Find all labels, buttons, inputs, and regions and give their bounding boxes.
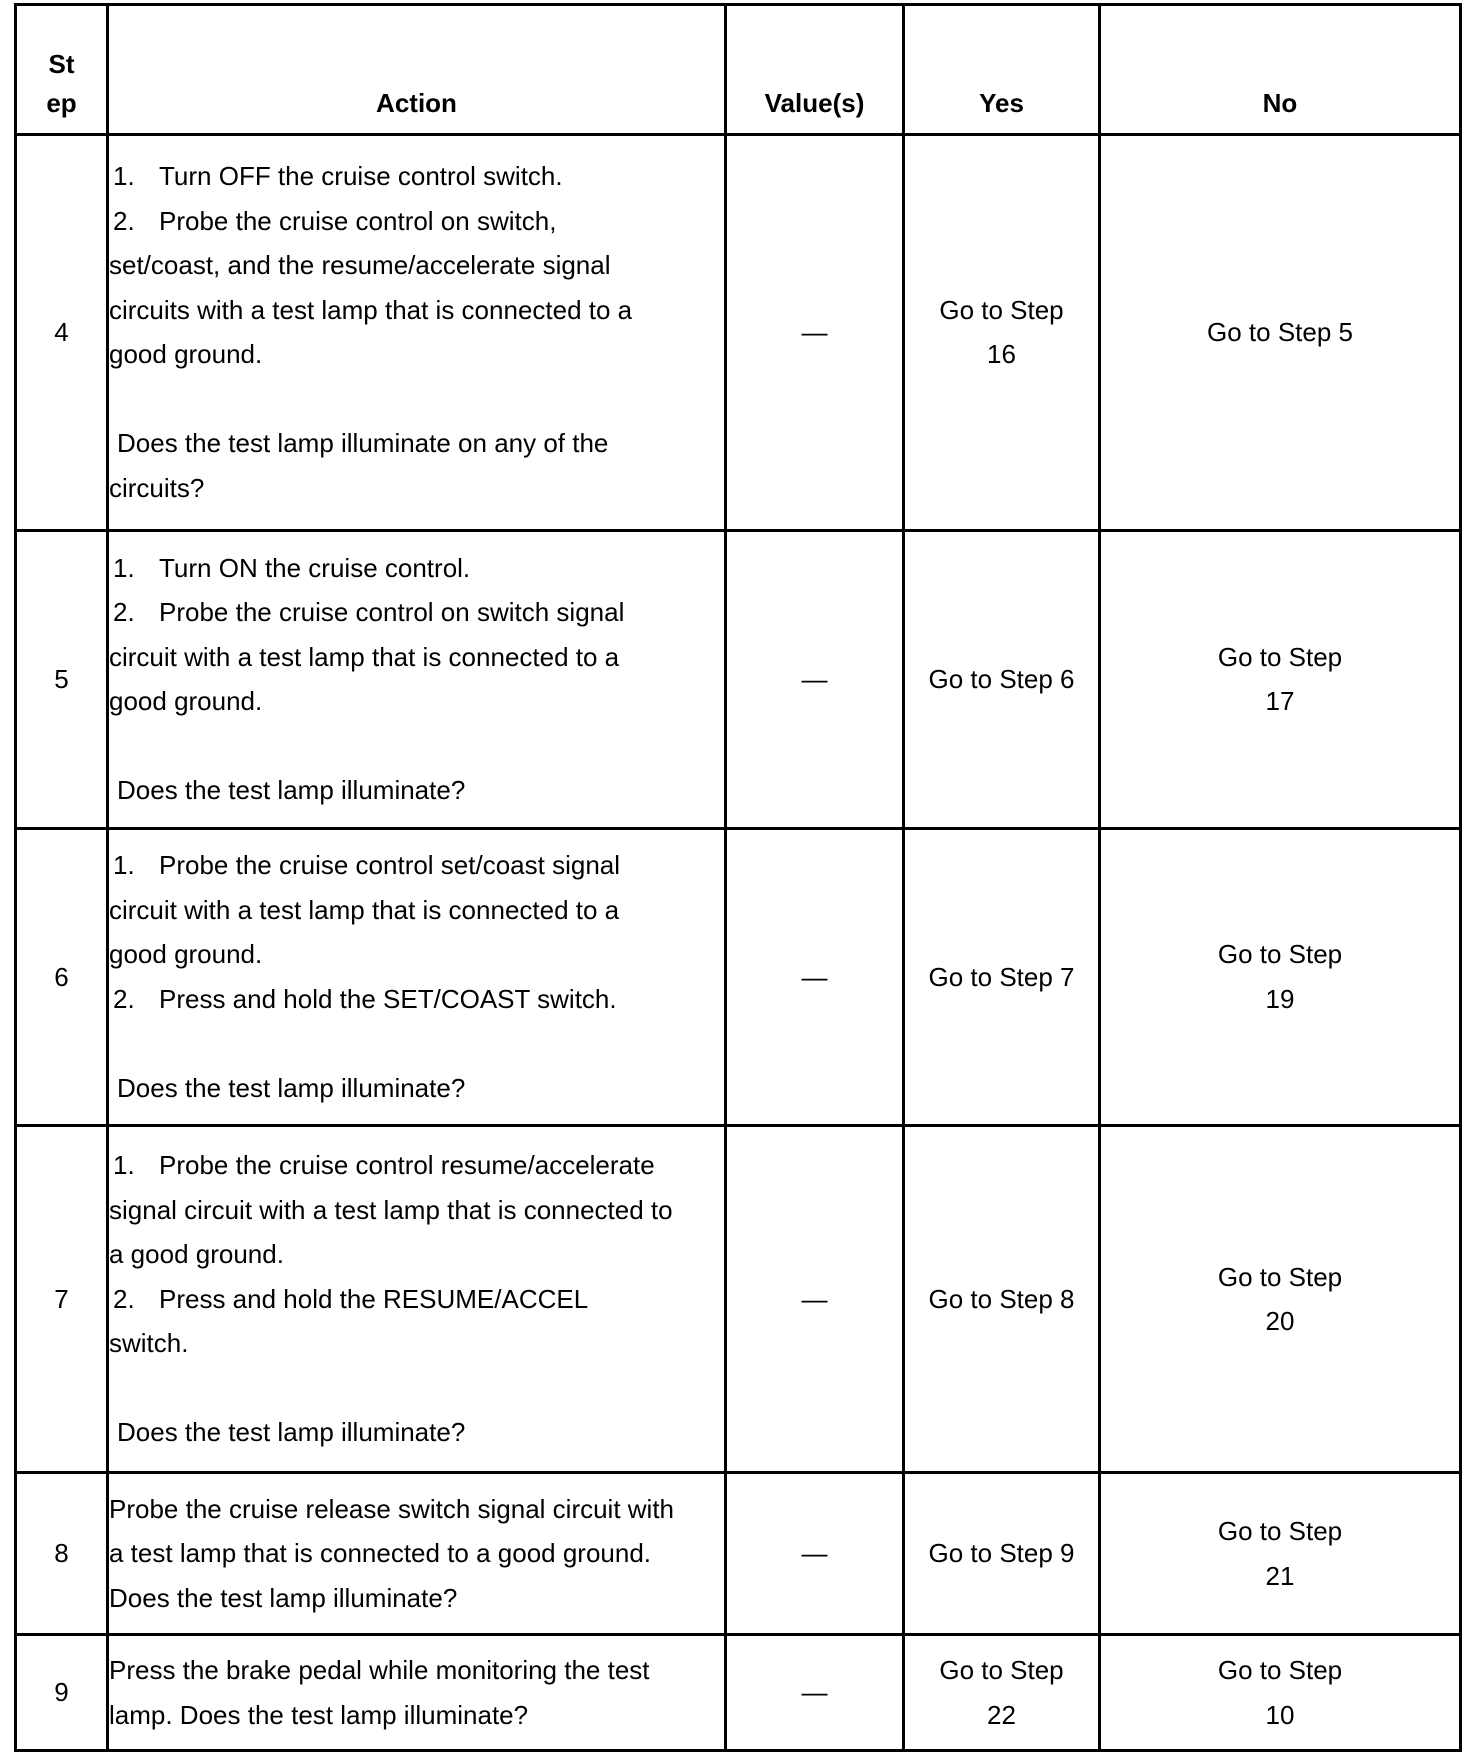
- header-values: Value(s): [726, 5, 904, 135]
- table-row: [16, 828, 1461, 1126]
- yes-cell: Go to Step 6: [904, 530, 1100, 828]
- step-number: 5: [16, 530, 108, 828]
- list-marker: 2.: [113, 1283, 135, 1314]
- action-cell: Probe the cruise release switch signal circuit with a test lamp that is connected to a good ground. Does the test lamp illuminate?: [108, 1473, 726, 1635]
- list-marker: 1.: [113, 161, 135, 192]
- list-marker: 1.: [113, 552, 135, 583]
- table-row: [16, 135, 1461, 531]
- step-number: 8: [16, 1473, 108, 1635]
- table-row: [16, 1126, 1461, 1473]
- no-cell: Go to Step 5: [1100, 135, 1461, 531]
- step-number: 4: [16, 135, 108, 531]
- table-row: [16, 1473, 1461, 1635]
- table-row: [16, 1635, 1461, 1751]
- list-marker: 1.: [113, 1150, 135, 1181]
- action-cell: 1. Turn OFF the cruise control switch. 2. Probe the cruise control on switch, set/coast, and the resume/accelerate signal circuits with a test lamp that is connected to a good ground. Does the test lamp illuminate on any of the circuits?: [108, 135, 726, 531]
- table-row: [16, 530, 1461, 828]
- value-cell: —: [726, 828, 904, 1126]
- yes-cell: Go to Step 9: [904, 1473, 1100, 1635]
- header-no: No: [1100, 5, 1461, 135]
- action-cell: Press the brake pedal while monitoring the test lamp. Does the test lamp illuminate?: [108, 1635, 726, 1751]
- no-cell: Go to Step 10: [1100, 1635, 1461, 1751]
- value-cell: —: [726, 1473, 904, 1635]
- question-text: Does the test lamp illuminate?: [117, 1072, 466, 1103]
- action-cell: 1. Turn ON the cruise control. 2. Probe the cruise control on switch signal circuit with a test lamp that is connected to a good ground. Does the test lamp illuminate?: [108, 530, 726, 828]
- header-action: Action: [108, 5, 726, 135]
- yes-cell: Go to Step 7: [904, 828, 1100, 1126]
- list-marker: 2.: [113, 597, 135, 628]
- question-text: Does the test lamp illuminate on any of the: [117, 428, 609, 459]
- question-text: Does the test lamp illuminate?: [117, 1417, 466, 1448]
- value-cell: —: [726, 135, 904, 531]
- question-text: Does the test lamp illuminate?: [117, 775, 466, 806]
- list-marker: 2.: [113, 983, 135, 1014]
- no-cell: Go to Step 20: [1100, 1126, 1461, 1473]
- no-cell: Go to Step 17: [1100, 530, 1461, 828]
- yes-cell: Go to Step 8: [904, 1126, 1100, 1473]
- header-yes: Yes: [904, 5, 1100, 135]
- no-cell: Go to Step 19: [1100, 828, 1461, 1126]
- yes-cell: Go to Step 16: [904, 135, 1100, 531]
- value-cell: —: [726, 1126, 904, 1473]
- diagnostic-table: [14, 3, 1462, 1752]
- list-marker: 2.: [113, 205, 135, 236]
- header-row: [16, 5, 1461, 135]
- step-number: 6: [16, 828, 108, 1126]
- yes-cell: Go to Step 22: [904, 1635, 1100, 1751]
- header-step: St ep: [16, 5, 108, 135]
- step-number: 9: [16, 1635, 108, 1751]
- action-cell: 1. Probe the cruise control resume/accelerate signal circuit with a test lamp that is connected to a good ground. 2. Press and hold the RESUME/ACCEL switch. Does the test lamp illuminate?: [108, 1126, 726, 1473]
- value-cell: —: [726, 530, 904, 828]
- action-cell: 1. Probe the cruise control set/coast signal circuit with a test lamp that is connected to a good ground. 2. Press and hold the SET/COAST switch. Does the test lamp illuminate?: [108, 828, 726, 1126]
- step-number: 7: [16, 1126, 108, 1473]
- no-cell: Go to Step 21: [1100, 1473, 1461, 1635]
- list-marker: 1.: [113, 850, 135, 881]
- value-cell: —: [726, 1635, 904, 1751]
